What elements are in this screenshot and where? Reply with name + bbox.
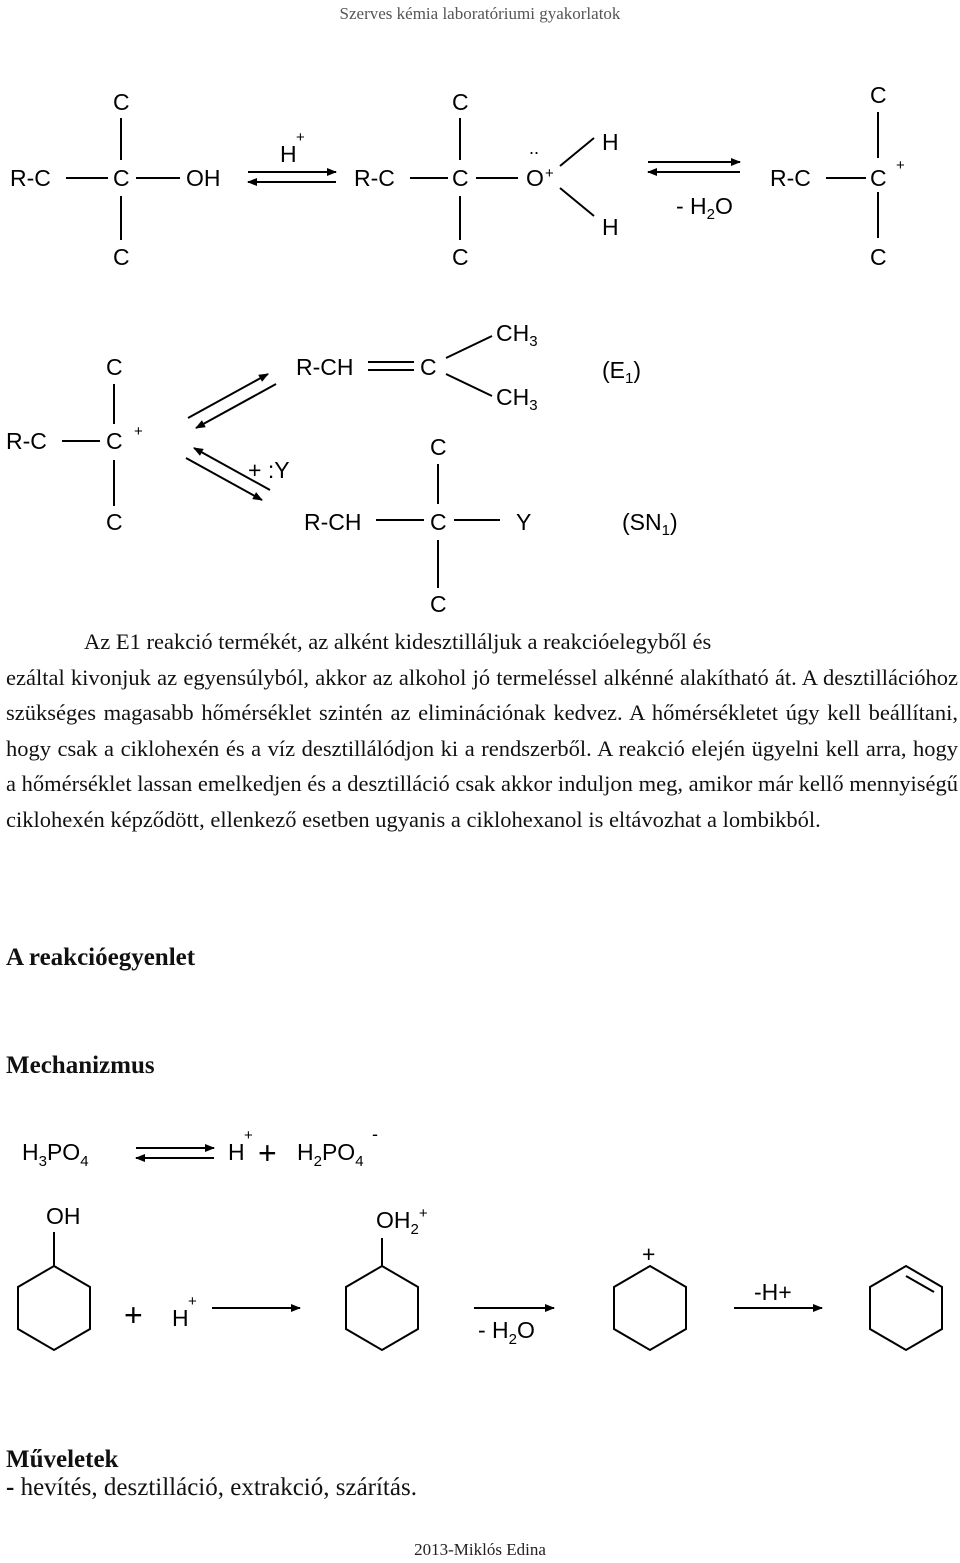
hydroxyl-label: OH	[186, 165, 221, 191]
cyclohexene-ring	[870, 1266, 942, 1350]
page-header: Szerves kémia laboratóriumi gyakorlatok	[339, 4, 621, 23]
substitution-y: Y	[516, 509, 532, 535]
alkene-carbon: C	[420, 354, 437, 380]
plus-sign: +	[258, 1135, 277, 1171]
carbocation-top: C	[870, 82, 887, 108]
minus-proton-label: -H+	[754, 1279, 792, 1305]
carbon-bottom: C	[113, 244, 130, 270]
hydroxyl-group: OH	[46, 1203, 81, 1229]
carbon-center-2: C	[452, 165, 469, 191]
carbocation-ring	[614, 1266, 686, 1350]
oxonium-ring	[346, 1266, 418, 1350]
proton-2: H	[172, 1305, 189, 1331]
oxonium-o: O	[526, 165, 544, 191]
substitution-carbon-top: C	[430, 434, 447, 460]
carbocation-charge: +	[896, 157, 905, 174]
double-bond-line	[906, 1276, 934, 1292]
e1-label: $(E_1)$	[602, 357, 642, 387]
r-c-label-2: R-C	[354, 165, 395, 191]
paragraph-line-5: ciklohexén és a víz desztillálódjon ki a rendszerből. A reakció elején ügyelni	[120, 735, 820, 761]
substitution-carbon: C	[430, 509, 447, 535]
lone-pair-dots: ..	[529, 138, 540, 158]
anion-charge: -	[372, 1124, 378, 1144]
substitution-r-ch: R-CH	[304, 509, 362, 535]
scheme-protonation	[10, 82, 905, 270]
nucleophile-label: + :Y	[248, 457, 290, 483]
operations-list	[6, 1474, 417, 1502]
cyclohexanol-ring	[18, 1266, 90, 1350]
minus-water-mech: - $H_2O$	[478, 1317, 535, 1348]
carbon-center: C	[113, 165, 130, 191]
carbocation-bottom-2: C	[106, 509, 123, 535]
sn1-label: $(SN_1)$	[622, 509, 678, 539]
paragraph-line-6: kell arra, hogy a hőmérséklet lassan emelkedjen és a desztilláció csak akkor	[6, 735, 959, 796]
proton-h: H	[280, 141, 297, 167]
methyl-bottom: $CH_3$	[496, 384, 538, 414]
carbon-top: C	[113, 89, 130, 115]
alkene-r-ch: R-CH	[296, 354, 354, 380]
r-c-label-4: R-C	[6, 428, 47, 454]
carbocation-bottom: C	[870, 244, 887, 270]
oxonium-charge: +	[545, 165, 554, 182]
minus-water-label: - $H_2O$	[676, 193, 733, 223]
proton-charge: +	[296, 129, 305, 146]
mechanism-scheme	[18, 1124, 942, 1350]
paragraph-line-4: eliminációnak kedvez. A hőmérsékletet úgy kell beállítani, hogy csak a	[6, 700, 958, 761]
proton: H	[228, 1139, 245, 1165]
carbocation-charge-3: +	[642, 1241, 656, 1267]
paragraph-line-1: Az E1 reakció termékét, az alként kidesztilláljuk a reakcióelegyből és	[84, 629, 712, 654]
heading-reaction-equation: A reakcióegyenlet	[6, 944, 196, 971]
carbocation-charge-2: +	[134, 423, 143, 440]
r-c-label-3: R-C	[770, 165, 811, 191]
paragraph-line-7: induljon meg, amikor már kellő mennyiségű ciklohexén képződött,	[6, 771, 958, 832]
carbon-top-2: C	[452, 89, 469, 115]
proton-charge: +	[244, 1127, 253, 1144]
operations-dash: -	[6, 1474, 15, 1501]
proton-charge-2: +	[188, 1293, 197, 1310]
dihydrogen-phosphate: $H_2PO_4$	[297, 1139, 364, 1170]
heading-mechanism: Mechanizmus	[6, 1052, 155, 1079]
paragraph-line-3: alakítható át. A desztillációhoz szükséges magasabb hőmérséklet szintén az	[6, 664, 958, 725]
oxonium-group: $OH_2^+$	[376, 1205, 428, 1238]
paragraph-line-8: ellenkező esetben ugyanis a ciklohexanol is eltávozhat a lombikból.	[210, 806, 821, 832]
plus-sign-2: +	[124, 1297, 143, 1333]
carbon-bottom-2: C	[452, 244, 469, 270]
operations-title: Műveletek	[6, 1446, 119, 1473]
carbocation-center-2: C	[106, 428, 123, 454]
operations-section	[6, 1446, 417, 1502]
carbocation-center: C	[870, 165, 887, 191]
page-footer: 2013-Miklós Edina	[414, 1540, 546, 1559]
carbocation-top-2: C	[106, 354, 123, 380]
r-c-label: R-C	[10, 165, 51, 191]
oxonium-h-top: H	[602, 129, 619, 155]
scheme-e1-sn1	[6, 320, 678, 617]
substitution-carbon-bottom: C	[430, 591, 447, 617]
oxonium-h-bottom: H	[602, 214, 619, 240]
phosphoric-acid: $H_3PO_4$	[22, 1139, 89, 1170]
methyl-top: $CH_3$	[496, 320, 538, 350]
operations-text: hevítés, desztilláció, extrakció, szárítás.	[14, 1474, 417, 1501]
paragraph-line-2: ezáltal kivonjuk az egyensúlyból, akkor az alkohol jó termeléssel alkénné	[6, 664, 674, 690]
body-paragraph	[6, 624, 958, 837]
